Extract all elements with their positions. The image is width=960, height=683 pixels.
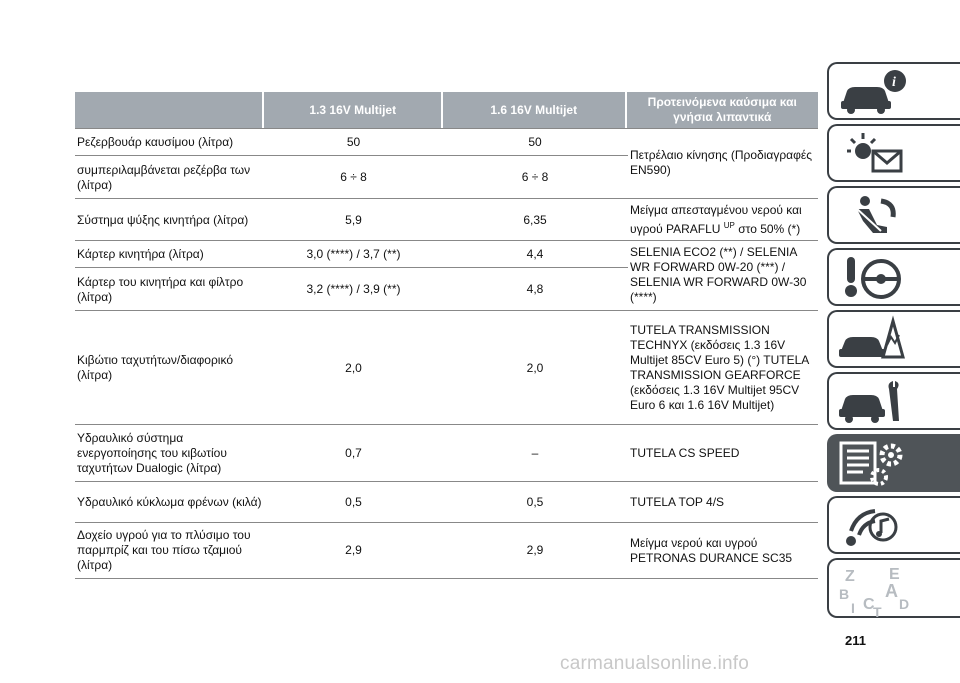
car-maintenance-icon — [837, 377, 907, 427]
value-1-6: 50 — [528, 135, 542, 149]
value-1-3: 6 ÷ 8 — [340, 170, 367, 184]
value-1-6: 2,9 — [526, 543, 544, 557]
value-1-6: 2,0 — [526, 360, 544, 375]
technical-data-icon — [837, 439, 907, 489]
index-letter: T — [873, 604, 882, 617]
row-label: Υδραυλικό σύστημα ενεργοποίησης του κιβωτίου ταχυτήτων Dualogic (λίτρα) — [77, 431, 227, 475]
table-header-row — [75, 92, 818, 128]
row-label: Σύστημα ψύξης κινητήρα (λίτρα) — [77, 212, 249, 227]
value-1-6: 0,5 — [526, 495, 544, 509]
tab-technical-data[interactable] — [827, 434, 960, 492]
tab-warning-lights[interactable] — [827, 124, 960, 182]
watermark: carmanualsonline.info — [560, 653, 750, 674]
row-label: συμπεριλαμβάνεται ρεζέρβα των (λίτρα) — [77, 162, 251, 192]
value-1-6: 4,8 — [526, 282, 544, 296]
row-label: Ρεζερβουάρ καυσίμου (λίτρα) — [77, 135, 234, 149]
header-engine-1-3: 1.3 16V Multijet — [264, 92, 441, 128]
table-row — [75, 481, 818, 523]
brake-fluid-recommendation: TUTELA TOP 4/S — [630, 495, 725, 509]
row-label: Δοχείο υγρού για το πλύσιμο του παρμπρίζ και του πίσω τζαμιού (λίτρα) — [77, 528, 251, 572]
table-row — [75, 310, 818, 425]
tab-multimedia[interactable] — [827, 496, 960, 554]
value-1-3: 3,2 (****) / 3,9 (**) — [306, 282, 401, 296]
dualogic-recommendation: TUTELA CS SPEED — [630, 446, 740, 460]
gearbox-recommendation: TUTELA TRANSMISSION TECHNYX (εκδόσεις 1.3 16V Multijet 85CV Euro 5) (°) TUTELA TRANSMISSION GEARFORCE (εκδόσεις 1.3 16V Multijet 95CV Euro 6 και 1.6 16V Multijet) — [630, 323, 809, 412]
table-row — [75, 522, 818, 579]
row-label: Κάρτερ κινητήρα (λίτρα) — [77, 247, 204, 261]
row-label: Κιβώτιο ταχυτήτων/διαφορικό (λίτρα) — [77, 353, 233, 382]
capacities-table — [75, 92, 818, 572]
fuel-recommendation: Πετρέλαιο κίνησης (Προδιαγραφές EN590) — [628, 129, 820, 197]
row-label: Υδραυλικό κύκλωμα φρένων (κιλά) — [77, 495, 262, 509]
steering-wheel-key-icon — [837, 253, 907, 303]
index-letter: E — [889, 566, 900, 583]
tab-index[interactable] — [827, 558, 960, 618]
safety-airbag-icon — [837, 191, 907, 241]
washer-fluid-recommendation: Μείγμα νερού και υγρού PETRONAS DURANCE SC35 — [630, 535, 793, 565]
multimedia-icon — [837, 501, 907, 551]
value-1-3: 3,0 (****) / 3,7 (**) — [306, 247, 401, 261]
header-engine-1-6: 1.6 16V Multijet — [443, 92, 625, 128]
value-1-3: 0,5 — [345, 495, 362, 509]
tab-vehicle-knowledge[interactable] — [827, 62, 960, 120]
value-1-3: 5,9 — [345, 212, 362, 227]
table-row — [75, 198, 818, 241]
tab-safety[interactable] — [827, 186, 960, 244]
tab-starting-driving[interactable] — [827, 248, 960, 306]
svg-text:i: i — [892, 75, 896, 90]
index-letter: D — [899, 596, 910, 612]
page-number: 211 — [845, 633, 866, 648]
value-1-6: 6,35 — [523, 212, 547, 227]
value-1-3: 2,9 — [345, 543, 362, 557]
row-label: Κάρτερ του κινητήρα και φίλτρο (λίτρα) — [77, 274, 244, 304]
engine-oil-recommendation: SELENIA ECO2 (**) / SELENIA WR FORWARD 0W-20 (***) / SELENIA WR FORWARD 0W-30 (****) — [628, 241, 820, 309]
value-1-6: 6 ÷ 8 — [521, 170, 549, 184]
alphabetical-index-icon — [837, 563, 927, 617]
car-emergency-icon — [837, 315, 907, 365]
value-1-3: 50 — [346, 135, 361, 149]
value-1-6: 4,4 — [526, 247, 544, 261]
index-letter: I — [851, 600, 855, 616]
index-letter: C — [863, 596, 875, 613]
tab-servicing[interactable] — [827, 372, 960, 430]
index-letter: A — [885, 581, 898, 601]
value-1-3: 0,7 — [345, 446, 362, 460]
value-1-6: – — [531, 446, 539, 460]
table-row — [75, 424, 818, 482]
dashboard-lights-icon — [837, 129, 907, 179]
header-label-column — [75, 92, 262, 128]
value-1-3: 2,0 — [345, 360, 362, 375]
tab-emergency[interactable] — [827, 310, 960, 368]
coolant-recommendation: Μείγμα απεσταγμένου νερού και υγρού PARAFLU $^{UP}$ στο 50% (*) — [630, 203, 802, 236]
index-letter: Z — [845, 568, 855, 585]
header-recommended-fluids: Προτεινόμενα καύσιμα και γνήσια λιπαντικά — [627, 92, 818, 128]
index-letter: B — [839, 586, 850, 602]
car-info-icon — [837, 67, 907, 117]
